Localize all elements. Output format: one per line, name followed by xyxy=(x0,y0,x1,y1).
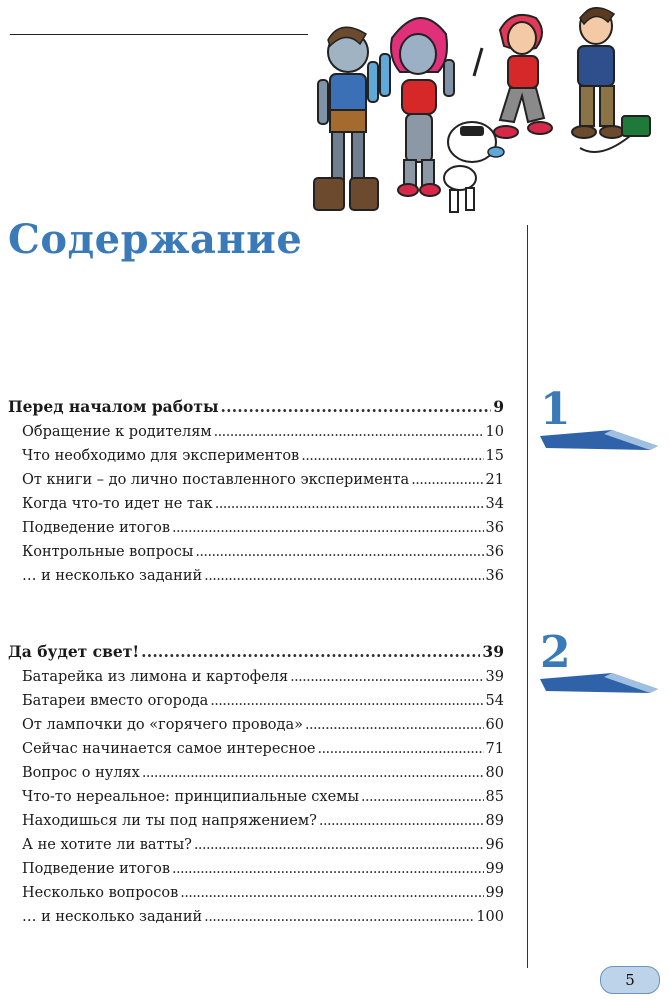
robot-girl-figure xyxy=(380,18,454,196)
chapter-title: Перед началом работы xyxy=(8,397,219,416)
entry-page: 96 xyxy=(485,837,504,853)
leader-dots xyxy=(221,397,492,416)
entry-page: 34 xyxy=(485,496,504,512)
entry-page: 39 xyxy=(485,669,504,685)
entry-page: 60 xyxy=(485,717,504,733)
entry-title: От лампочки до «горячего провода» xyxy=(22,717,303,733)
header-rule xyxy=(10,34,308,35)
entry-title: Батарейка из лимона и картофеля xyxy=(22,669,289,685)
leader-dots xyxy=(194,837,484,853)
chapter-page: 9 xyxy=(493,397,504,416)
entry-page: 100 xyxy=(476,909,504,925)
entry-title: Что-то нереальное: принципиальные схемы xyxy=(22,789,359,805)
chapter-number-1: 1 xyxy=(540,384,571,435)
leader-dots xyxy=(172,861,484,877)
toc-entry[interactable] xyxy=(8,837,504,861)
leader-dots xyxy=(301,448,483,464)
toc-entry[interactable] xyxy=(8,520,504,544)
toc-entry[interactable] xyxy=(8,544,504,568)
chapter-tab-2-shape xyxy=(538,667,662,699)
entry-title: Вопрос о нулях xyxy=(22,765,140,781)
toc-entry[interactable] xyxy=(8,741,504,765)
entry-page: 71 xyxy=(485,741,504,757)
leader-dots xyxy=(141,642,480,661)
entry-title: Несколько вопросов xyxy=(22,885,179,901)
leader-dots xyxy=(318,741,484,757)
leader-dots xyxy=(215,496,484,512)
entry-page: 54 xyxy=(485,693,504,709)
entry-title: Сейчас начинается самое интересное xyxy=(22,741,316,757)
toc-entry[interactable] xyxy=(8,448,504,472)
toc-entry[interactable] xyxy=(8,909,504,933)
entry-page: 80 xyxy=(485,765,504,781)
entry-title: Контрольные вопросы xyxy=(22,544,194,560)
entry-page: 36 xyxy=(485,520,504,536)
robot-boy-figure xyxy=(314,27,378,210)
leader-dots xyxy=(204,909,474,925)
leader-dots xyxy=(411,472,483,488)
chapter-heading[interactable] xyxy=(8,397,504,423)
leader-dots xyxy=(172,520,484,536)
red-haired-girl-figure xyxy=(474,15,552,138)
leader-dots xyxy=(142,765,484,781)
leader-dots xyxy=(180,885,483,901)
toc-entry[interactable] xyxy=(8,568,504,592)
toc-entry[interactable] xyxy=(8,885,504,909)
toc-entry[interactable] xyxy=(8,693,504,717)
entry-page: 99 xyxy=(485,885,504,901)
toc-entry[interactable] xyxy=(8,861,504,885)
chapter-tab-1-shape xyxy=(538,424,662,456)
toc-entry[interactable] xyxy=(8,669,504,693)
chapter-number-2: 2 xyxy=(540,627,571,678)
entry-page: 15 xyxy=(485,448,504,464)
entry-title: Батареи вместо огорода xyxy=(22,693,209,709)
entry-title: Обращение к родителям xyxy=(22,424,212,440)
entry-title: А не хотите ли ватты? xyxy=(22,837,192,853)
toc-entry[interactable] xyxy=(8,789,504,813)
toc-entry[interactable] xyxy=(8,813,504,837)
chapter-1-toc xyxy=(8,397,504,592)
toc-entry[interactable] xyxy=(8,472,504,496)
page-number: 5 xyxy=(625,971,635,989)
entry-title: Подведение итогов xyxy=(22,520,170,536)
entry-page: 21 xyxy=(485,472,504,488)
chapter-2-toc xyxy=(8,642,504,933)
entry-title: … и несколько заданий xyxy=(22,568,203,584)
chapter-title: Да будет свет! xyxy=(8,642,140,661)
cartoon-characters-illustration xyxy=(300,0,669,225)
leader-dots xyxy=(290,669,483,685)
entry-title: Подведение итогов xyxy=(22,861,170,877)
toc-entry[interactable] xyxy=(8,496,504,520)
leader-dots xyxy=(195,544,483,560)
entry-title: Когда что-то идет не так xyxy=(22,496,213,512)
chapter-heading[interactable] xyxy=(8,642,504,668)
leader-dots xyxy=(210,693,483,709)
page-number-badge xyxy=(600,966,660,994)
toc-entry[interactable] xyxy=(8,717,504,741)
leader-dots xyxy=(305,717,484,733)
leader-dots xyxy=(319,813,484,829)
entry-page: 85 xyxy=(485,789,504,805)
entry-title: … и несколько заданий xyxy=(22,909,203,925)
entry-page: 10 xyxy=(485,424,504,440)
toc-entry[interactable] xyxy=(8,765,504,789)
leader-dots xyxy=(204,568,483,584)
page-title: Содержание xyxy=(8,216,303,263)
boy-with-tools-figure xyxy=(572,8,650,152)
entry-page: 99 xyxy=(485,861,504,877)
entry-page: 36 xyxy=(485,544,504,560)
leader-dots xyxy=(214,424,484,440)
chapter-page: 39 xyxy=(482,642,504,661)
entry-page: 89 xyxy=(485,813,504,829)
entry-page: 36 xyxy=(485,568,504,584)
vertical-divider xyxy=(527,225,528,968)
entry-title: Находишься ли ты под напряжением? xyxy=(22,813,317,829)
leader-dots xyxy=(361,789,484,805)
entry-title: Что необходимо для экспериментов xyxy=(22,448,300,464)
entry-title: От книги – до лично поставленного эксперимента xyxy=(22,472,410,488)
toc-entry[interactable] xyxy=(8,424,504,448)
